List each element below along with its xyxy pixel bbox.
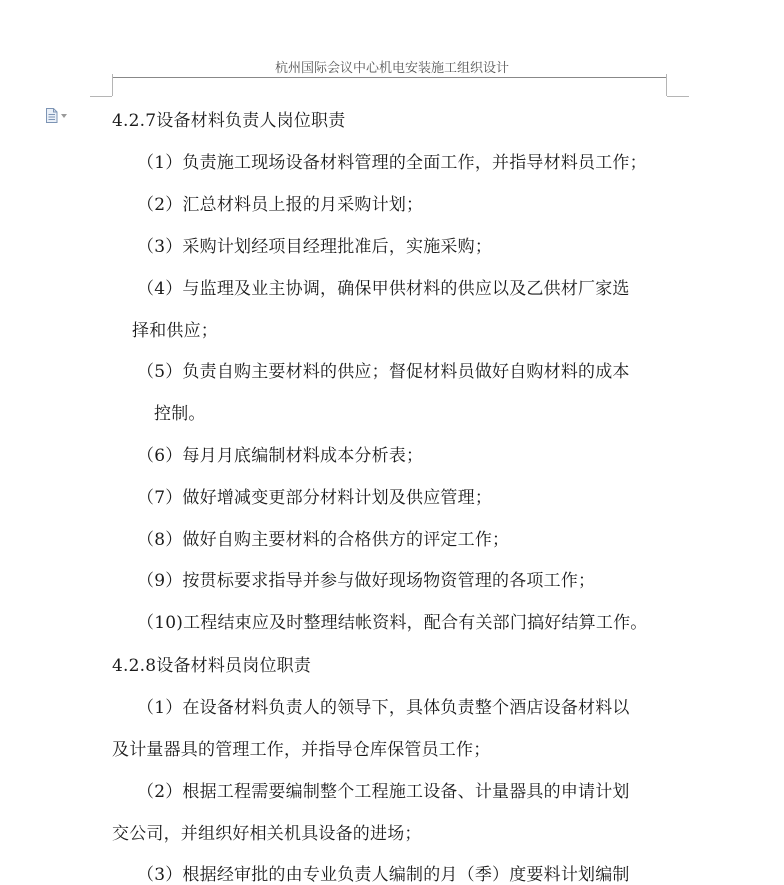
- list-item: （1）在设备材料负责人的领导下，具体负责整个酒店设备材料以: [137, 698, 630, 718]
- list-item: （9）按贯标要求指导并参与做好现场物资管理的各项工作；: [137, 571, 596, 591]
- crop-mark-top-right-vertical: [666, 74, 667, 96]
- list-item: （7）做好增减变更部分材料计划及供应管理；: [137, 488, 493, 508]
- list-item: （2）汇总材料员上报的月采购计划；: [137, 195, 424, 215]
- list-item-continuation: 交公司，并组织好相关机具设备的进场；: [112, 824, 422, 844]
- list-item: （8）做好自购主要材料的合格供方的评定工作；: [137, 530, 510, 550]
- crop-mark-top-right-horizontal: [667, 96, 689, 97]
- section-heading-428: 4.2.8设备材料员岗位职责: [112, 656, 312, 676]
- header-divider: [112, 77, 666, 78]
- list-item: （3）根据经审批的由专业负责人编制的月（季）度要料计划编制: [137, 865, 630, 885]
- list-item: （3）采购计划经项目经理批准后，实施采购；: [137, 237, 493, 257]
- list-item: （10)工程结束应及时整理结帐资料，配合有关部门搞好结算工作。: [137, 613, 648, 633]
- section-heading-427: 4.2.7设备材料负责人岗位职责: [112, 111, 346, 131]
- chevron-down-icon: [61, 114, 67, 118]
- paragraph-handle[interactable]: [45, 108, 67, 123]
- list-item: （2）根据工程需要编制整个工程施工设备、计量器具的申请计划: [137, 782, 630, 802]
- list-item: （6）每月月底编制材料成本分析表；: [137, 446, 424, 466]
- crop-mark-top-left-vertical: [112, 74, 113, 96]
- document-icon: [45, 108, 58, 123]
- list-item-continuation: 控制。: [154, 404, 206, 424]
- list-item: （5）负责自购主要材料的供应；督促材料员做好自购材料的成本: [137, 362, 630, 382]
- page-header-title: 杭州国际会议中心机电安装施工组织设计: [274, 61, 509, 76]
- list-item-continuation: 及计量器具的管理工作，并指导仓库保管员工作；: [112, 740, 491, 760]
- list-item: （4）与监理及业主协调，确保甲供材料的供应以及乙供材厂家选: [137, 279, 630, 299]
- crop-mark-top-left-horizontal: [90, 96, 112, 97]
- list-item: （1）负责施工现场设备材料管理的全面工作，并指导材料员工作；: [137, 153, 647, 173]
- list-item-continuation: 择和供应；: [132, 321, 218, 341]
